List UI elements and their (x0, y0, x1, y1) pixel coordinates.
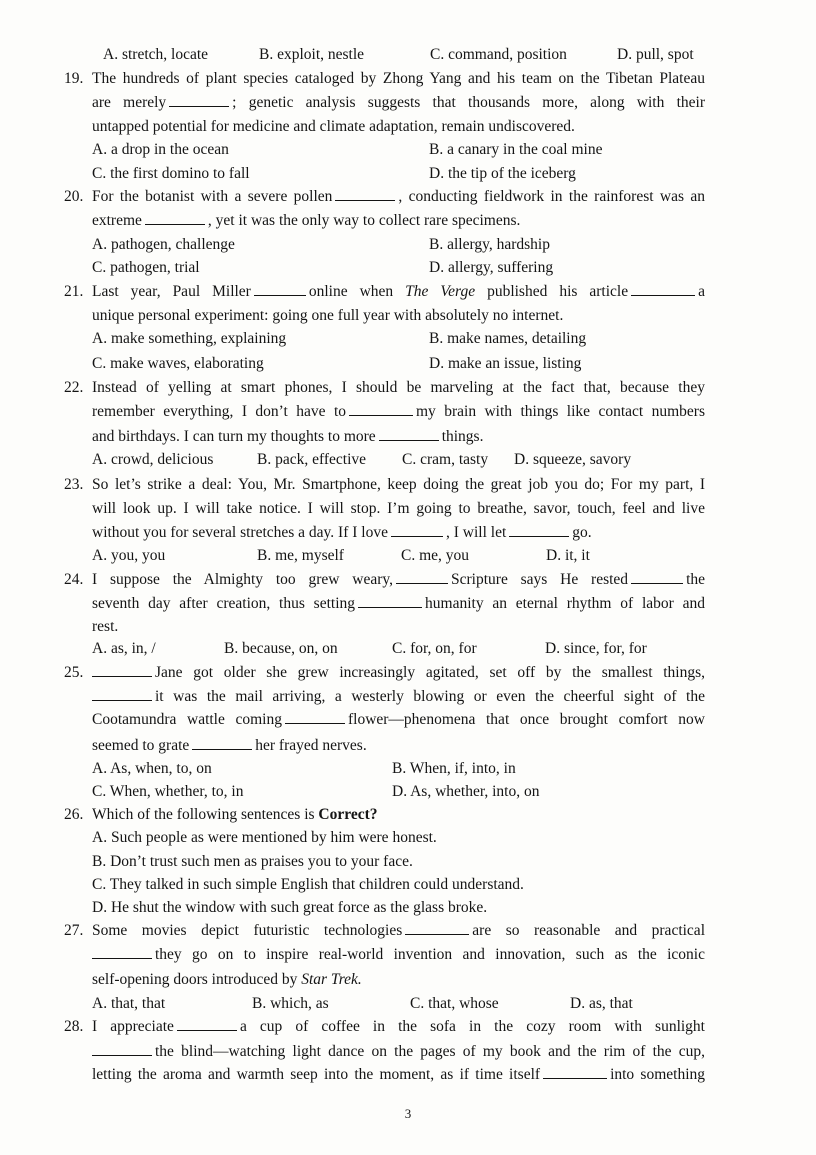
q24-option-d: D. since, for, for (545, 640, 647, 657)
q21-option-a: A. make something, explaining (92, 330, 287, 347)
q26-option-a: A. Such people as were mentioned by him were honest. (92, 829, 437, 846)
page-number: 3 (404, 1106, 412, 1121)
answer-blank (631, 295, 695, 296)
q18-option-a: A. stretch, locate (103, 46, 209, 63)
q27-option-c: C. that, whose (410, 995, 499, 1012)
q18-option-d: D. pull, spot (617, 46, 694, 63)
q27-option-a: A. that, that (92, 995, 166, 1012)
q26-stem-line: Which of the following sentences is Correct? (92, 806, 378, 823)
question-number: 28. (64, 1018, 84, 1035)
q27-option-b: B. which, as (252, 995, 329, 1012)
q23-option-a: A. you, you (92, 547, 166, 564)
answer-blank (379, 440, 439, 441)
q20-option-c: C. pathogen, trial (92, 259, 200, 276)
q27-stem-line: Some movies depict futuristic technologies are so reasonable and practical (92, 922, 705, 939)
q18-option-c: C. command, position (430, 46, 567, 63)
q19-stem-line: are merely ; genetic analysis suggests that thousands more, along with their (92, 94, 705, 111)
q19-option-a: A. a drop in the ocean (92, 141, 229, 158)
q25-option-a: A. As, when, to, on (92, 760, 212, 777)
q25-option-c: C. When, whether, to, in (92, 783, 244, 800)
q21-option-d: D. make an issue, listing (429, 355, 582, 372)
q20-option-d: D. allergy, suffering (429, 259, 554, 276)
question-number: 23. (64, 476, 84, 493)
q24-option-a: A. as, in, / (92, 640, 156, 657)
answer-blank (92, 676, 152, 677)
answer-blank (543, 1078, 607, 1079)
q24-option-c: C. for, on, for (392, 640, 477, 657)
q19-option-c: C. the first domino to fall (92, 165, 250, 182)
q20-stem-line: extreme , yet it was the only way to collect rare specimens. (92, 212, 521, 229)
q25-option-b: B. When, if, into, in (392, 760, 516, 777)
q22-option-b: B. pack, effective (257, 451, 367, 468)
q27-option-d: D. as, that (570, 995, 633, 1012)
q28-stem-line: I appreciate a cup of coffee in the sofa in the cozy room with sunlight (92, 1018, 705, 1035)
q26-option-d: D. He shut the window with such great force as the glass broke. (92, 899, 488, 916)
q23-stem-line: will look up. I will take notice. I will stop. I’m going to breathe, savor, touch, feel and live (92, 500, 705, 517)
q25-stem-line: Jane got older she grew increasingly agitated, set off by the smallest things, (92, 664, 705, 682)
q22-stem-line: Instead of yelling at smart phones, I should be marveling at the fact that, because they (92, 379, 705, 396)
q25-stem-line: it was the mail arriving, a westerly blowing or even the cheerful sight of the (92, 688, 705, 706)
answer-blank (335, 200, 395, 201)
q23-option-b: B. me, myself (257, 547, 344, 564)
q28-stem-line: letting the aroma and warmth seep into the moment, as if time itself into something (92, 1066, 705, 1083)
q25-option-d: D. As, whether, into, on (392, 783, 540, 800)
q24-stem-line: rest. (92, 618, 119, 635)
q20-stem-line: For the botanist with a severe pollen , conducting fieldwork in the rainforest was an (92, 188, 706, 205)
q24-stem-line: I suppose the Almighty too grew weary, Scripture says He rested the (92, 571, 705, 588)
answer-blank (509, 536, 569, 537)
q21-option-c: C. make waves, elaborating (92, 355, 264, 372)
answer-blank (177, 1030, 237, 1031)
q19-stem-line: The hundreds of plant species cataloged by Zhong Yang and his team on the Tibetan Plateau (92, 70, 705, 87)
q19-option-b: B. a canary in the coal mine (429, 141, 603, 158)
question-number: 20. (64, 188, 84, 205)
q23-stem-line: So let’s strike a deal: You, Mr. Smartphone, keep doing the great job you do; For my part, I (92, 476, 705, 493)
answer-blank (145, 224, 205, 225)
q22-option-a: A. crowd, delicious (92, 451, 214, 468)
answer-blank (631, 583, 683, 584)
q19-option-d: D. the tip of the iceberg (429, 165, 576, 182)
answer-blank (349, 415, 413, 416)
q20-option-a: A. pathogen, challenge (92, 236, 235, 253)
answer-blank (169, 106, 229, 107)
q26-option-c: C. They talked in such simple English that children could understand. (92, 876, 524, 893)
question-number: 24. (64, 571, 84, 588)
q25-stem-line: seemed to grate her frayed nerves. (92, 737, 367, 754)
q22-stem-line: remember everything, I don’t have to my brain with things like contact numbers (92, 403, 705, 420)
question-number: 21. (64, 283, 84, 300)
question-number: 26. (64, 806, 84, 823)
q23-option-d: D. it, it (546, 547, 590, 564)
q24-stem-line: seventh day after creation, thus setting humanity an eternal rhythm of labor and (92, 595, 705, 612)
answer-blank (92, 700, 152, 701)
q24-option-b: B. because, on, on (224, 640, 338, 657)
q27-stem-line: self-opening doors introduced by Star Trek. (92, 971, 362, 988)
question-number: 25. (64, 664, 84, 681)
q21-option-b: B. make names, detailing (429, 330, 587, 347)
q27-stem-line: they go on to inspire real-world invention and innovation, such as the iconic (92, 946, 705, 964)
question-number: 22. (64, 379, 84, 396)
q22-stem-line: and birthdays. I can turn my thoughts to more things. (92, 428, 484, 445)
answer-blank (358, 607, 422, 608)
q21-stem-line: Last year, Paul Miller online when The Verge published his article a (92, 283, 705, 300)
q26-option-b: B. Don’t trust such men as praises you to your face. (92, 853, 413, 870)
q19-stem-line: untapped potential for medicine and climate adaptation, remain undiscovered. (92, 118, 575, 135)
answer-blank (92, 958, 152, 959)
q22-option-c: C. cram, tasty (402, 451, 489, 468)
q21-stem-line: unique personal experiment: going one full year with absolutely no internet. (92, 307, 564, 324)
question-number: 19. (64, 70, 84, 87)
answer-blank (396, 583, 448, 584)
answer-blank (405, 934, 469, 935)
answer-blank (285, 723, 345, 724)
q18-option-b: B. exploit, nestle (259, 46, 365, 63)
q20-option-b: B. allergy, hardship (429, 236, 550, 253)
q28-stem-line: the blind—watching light dance on the pages of my book and the rim of the cup, (92, 1043, 705, 1061)
q23-stem-line: without you for several stretches a day. If I love , I will let go. (92, 524, 592, 541)
question-number: 27. (64, 922, 84, 939)
answer-blank (254, 295, 306, 296)
answer-blank (192, 749, 252, 750)
q22-option-d: D. squeeze, savory (514, 451, 632, 468)
q25-stem-line: Cootamundra wattle coming flower—phenomena that once brought comfort now (92, 711, 705, 728)
answer-blank (92, 1055, 152, 1056)
q23-option-c: C. me, you (401, 547, 470, 564)
answer-blank (391, 536, 443, 537)
